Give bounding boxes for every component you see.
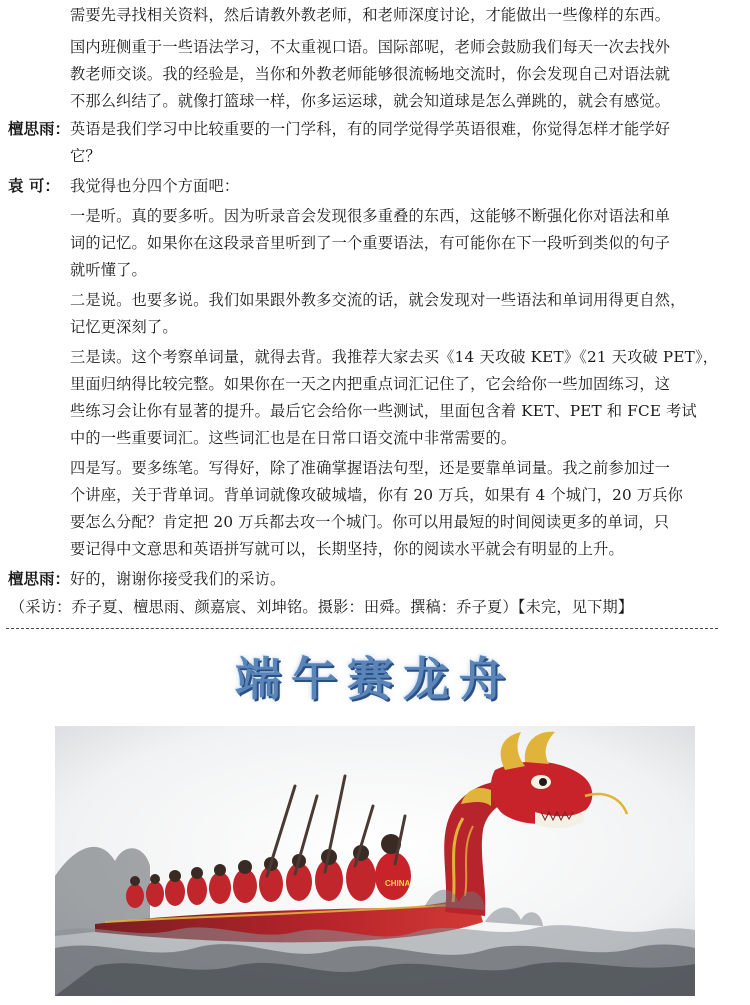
article-line: 我觉得也分四个方面吧： <box>70 177 240 195</box>
lead-rower <box>375 852 411 900</box>
article-line: 就听懂了。 <box>70 261 147 279</box>
article-line: 词的记忆。如果你在这段录音里听到了一个重要语法，有可能你在下一段听到类似的句子 <box>70 234 671 252</box>
section-title-banner <box>0 640 750 726</box>
speaker-yuan-ke: 袁 可： <box>8 177 60 195</box>
article-line: 英语是我们学习中比较重要的一门学科，有的同学觉得学英语很难，你觉得怎样才能学好 <box>70 120 671 138</box>
section-divider <box>6 628 718 629</box>
article-line: 好的，谢谢你接受我们的采访。 <box>70 570 286 588</box>
speaker-tan-siyu: 檀思雨： <box>8 120 71 138</box>
article-line: 里面归纳得比较完整。如果你在一天之内把重点词汇记住了，它会给你一些加固练习，这 <box>70 375 671 393</box>
article-line: 国内班侧重于一些语法学习，不太重视口语。国际部呢，老师会鼓励我们每天一次去找外 <box>70 38 671 56</box>
article-line: 个讲座，关于背单词。背单词就像攻破城墙，你有 20 万兵，如果有 4 个城门，20 万兵你 <box>70 486 684 504</box>
article-line: 中的一些重要词汇。这些词汇也是在日常口语交流中非常需要的。 <box>70 429 517 447</box>
article-line: 一是听。真的要多听。因为听录音会发现很多重叠的东西，这能够不断强化你对语法和单 <box>70 207 671 225</box>
article-line: 三是读。这个考察单词量，就得去背。我推荐大家去买《14 天攻破 KET》《21 天攻破 PET》， <box>70 348 719 366</box>
credits-line: （采访：乔子夏、檀思雨、颜嘉宸、刘坤铭。摄影：田舜。撰稿：乔子夏）【未完，见下期】 <box>10 598 634 616</box>
article-line: 它？ <box>70 147 101 165</box>
article-line: 记忆更深刻了。 <box>70 318 178 336</box>
article-line: 要怎么分配？肯定把 20 万兵都去攻一个城门。你可以用最短的时间阅读更多的单词，只 <box>70 513 670 531</box>
article-line: 要记得中文意思和英语拼写就可以，长期坚持，你的阅读水平就会有明显的上升。 <box>70 540 624 558</box>
article-line: 二是说。也要多说。我们如果跟外教多交流的话，就会发现对一些语法和单词用得更自然， <box>70 291 686 309</box>
article-line: 些练习会让你有显著的提升。最后它会给你一些测试，里面包含着 KET、PET 和 FCE 考试 <box>70 402 697 420</box>
speaker-tan-siyu: 檀思雨： <box>8 570 71 588</box>
article-line: 四是写。要多练笔。写得好，除了准确掌握语法句型，还是要靠单词量。我之前参加过一 <box>70 459 671 477</box>
article-line: 需要先寻找相关资料，然后请教外教老师，和老师深度讨论，才能做出一些像样的东西。 <box>70 6 671 24</box>
section-title: 端午赛龙舟 <box>235 652 515 706</box>
article-line: 不那么纠结了。就像打篮球一样，你多运运球，就会知道球是怎么弹跳的，就会有感觉。 <box>70 92 671 110</box>
dragon-boat-photo <box>55 726 695 996</box>
article-line: 教老师交谈。我的经验是，当你和外教老师能够很流畅地交流时，你会发现自己对语法就 <box>70 65 671 83</box>
jersey-text: CHINA <box>385 879 411 888</box>
